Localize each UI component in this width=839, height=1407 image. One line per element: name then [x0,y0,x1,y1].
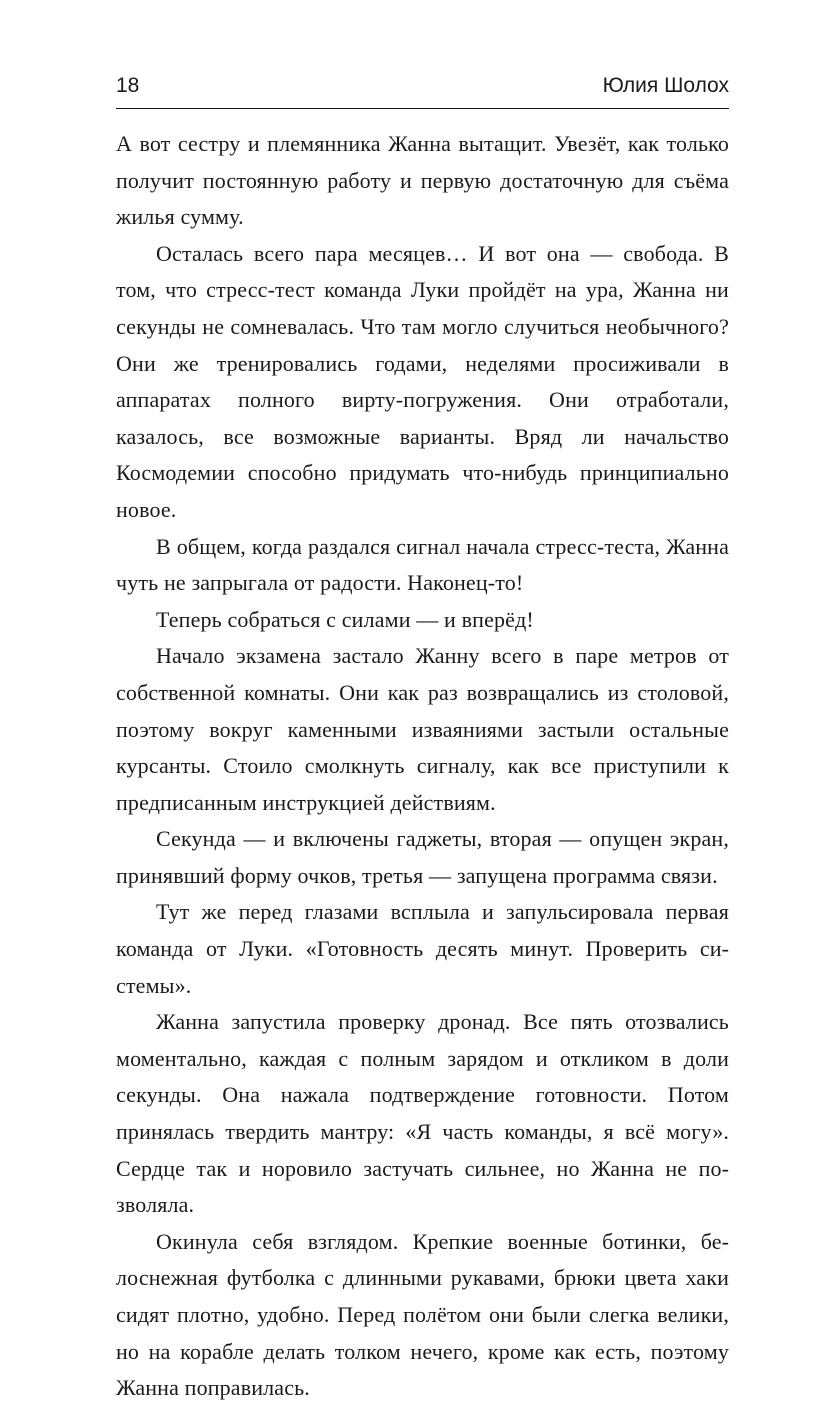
paragraph: В общем, когда раздался сигнал начала стресс-теста, Жанна чуть не запрыгала от радости. Наконец-то! [116,533,729,596]
body-text [116,126,729,1407]
paragraph: Начало экзамена застало Жанну всего в паре метров от собственной комнаты. Они как раз возвращались из столовой, поэтому вокруг каменными изваяниями застыли остальные курсанты. Стоило смолкнуть сигналу, как все приступили к предписанным инструкцией действиям. [116,643,729,815]
author-name: Юлия Шолох [602,74,729,97]
running-header [116,74,729,104]
paragraph: Окинула себя взглядом. Крепкие военные ботинки, белоснежная футболка с длинными рукавами, брюки цвета хаки сидят плотно, удобно. Перед полётом они были слегка велики, но на корабле делать толком нечего, кроме как есть, поэтому Жанна поправилась. [116,1228,729,1401]
paragraph: Тут же перед глазами всплыла и запульсировала первая команда от Луки. «Готовность десять минут. Проверить системы». [116,899,729,998]
paragraph: Жанна запустила проверку дронад. Все пять отозвались моментально, каждая с полным зарядом и откликом в доли секунды. Она нажала подтверждение готовности. Потом принялась твердить мантру: «Я часть команды, я всё могу». Сердце так и норовило застучать сильнее, но Жанна не позволяла. [116,1009,729,1218]
paragraph: Осталась всего пара месяцев… И вот она — свобода. В том, что стресс-тест команда Луки пройдёт на ура, Жанна ни секунды не сомневалась. Что там могло случиться необычного? Они же тренировались годами, неделями просиживали в аппаратах полного вирту-погружения. Они отработали, казалось, все возможные варианты. Вряд ли начальство Космодемии способно придумать что-нибудь принципиально новое. [116,240,729,522]
paragraph: Теперь собраться с силами — и вперёд! [156,606,534,632]
paragraph: Секунда — и включены гаджеты, вторая — опущен экран, принявший форму очков, третья — запущена программа связи. [116,826,729,888]
paragraph: А вот сестру и племянника Жанна вытащит. Увезёт, как только получит постоянную работу и первую достаточную для съёма жилья сумму. [116,131,729,230]
header-divider [116,108,729,109]
page-number: 18 [116,74,140,97]
